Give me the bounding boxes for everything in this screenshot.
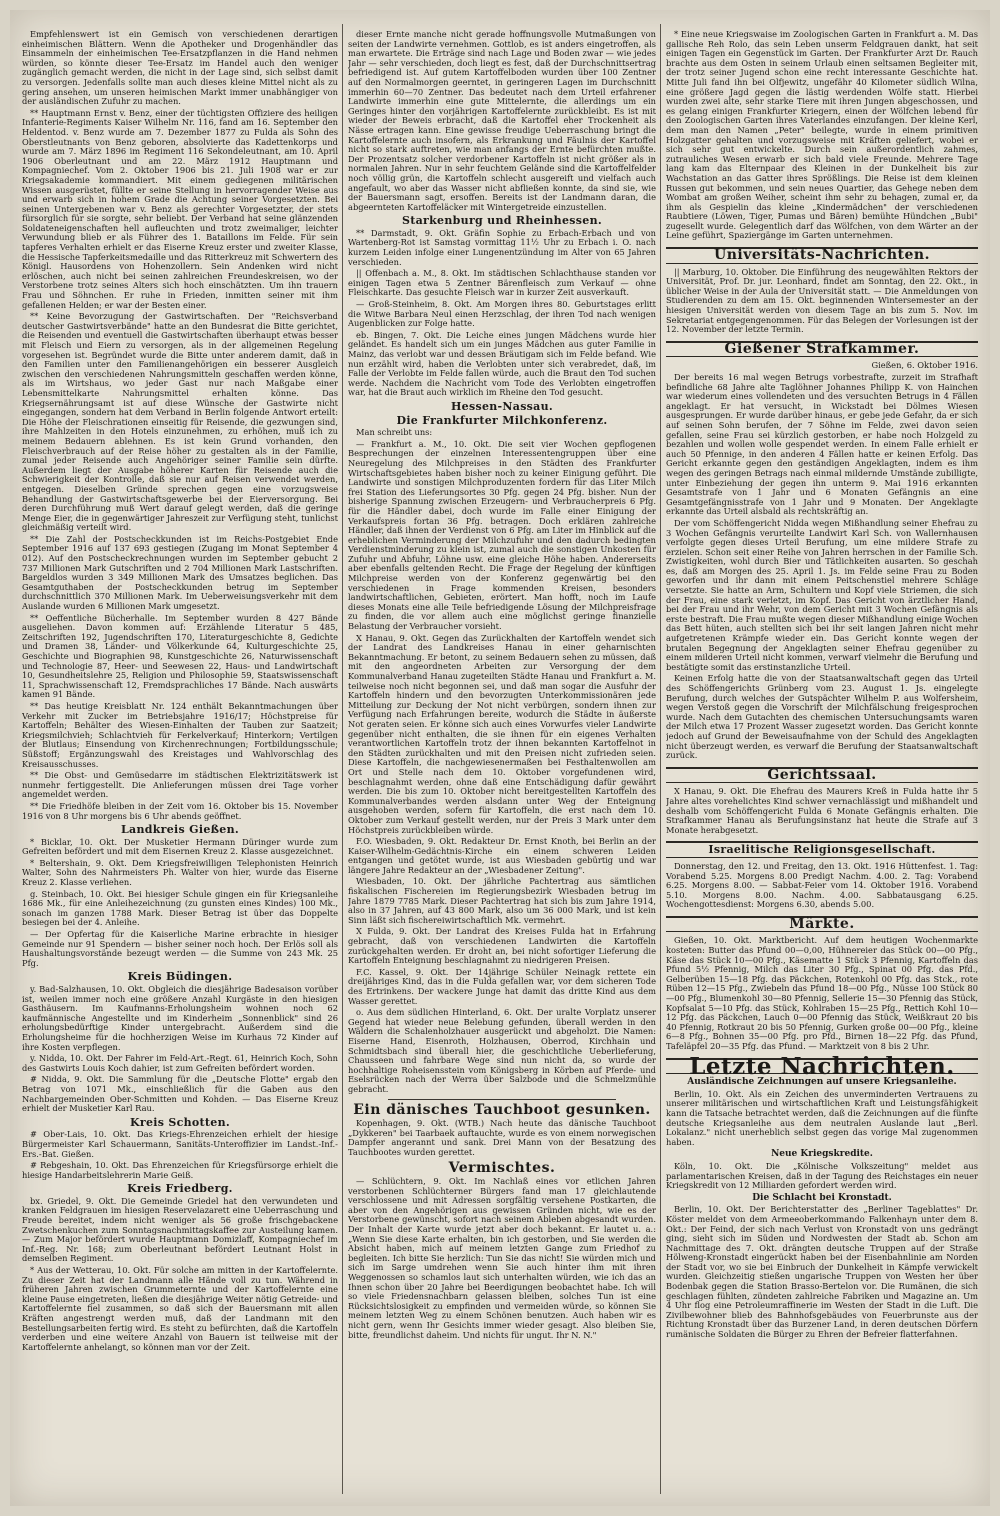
article-text: || Marburg, 10. Oktober. Die Einführung des neugewählten Rektors der Universität, Prof. Dr. jur. Leonhard, findet am Sonntag, den 22. Okt., in üblicher Weise in der Aula der Universität statt. — Die Anmeldungen von Studierenden zu dem am 15. Okt. beginnenden Wintersemester an der hiesigen Universität werden von diesem Tage an bis zum 5. Nov. im Sekretariat entgegengenommen. Für das Belegen der Vorlesungen ist der 12. November der letzte Termin. — [666, 266, 978, 335]
article-text: X Hanau, 9. Okt. Gegen das Zurückhalten der Kartoffeln wendet sich der Landrat des Landkreises Hanau in einer geharnischten Bekanntmachung. Er betont, zu seinem Bedauern sehen zu müssen, daß mit den angeordneten Arbeiten zur Versorgung der dem Kommunalverband Hanau zugeteilten Städte Hanau und Frankfurt a. M. teilweise noch nicht begonnen sei, und daß man sogar die Ausfuhr der Kartoffeln hindern und den bevorzugten Unterkommissionären jede Mitteilung zur Deckung der Not nicht verbürgen, sondern ihnen zur Verfügung nach Erfahrungen bereite, wodurch die Städte in äußerste Not geraten seien. Er könne sich auch eines Vorwurfes vieler Landwirte gegenüber nicht enthalten, die sie ihnen für ein eigenes Verhalten verantwortlichen Kartoffeln trotz der ihnen bekannten Kartoffelnot in den Städten zurückhalten und mit den Preisen nicht zufrieden seien. Diese Kartoffeln, die nachgewiesenermaßen bei Festhaltenwollen am Ort und Stelle nach dem 10. Oktober vorgefundenen wird, beschlagnahmt werden, ohne daß eine Entschädigung dafür gewährt werden. Die bis zum 10. Oktober nicht bereitgestellten Kartoffeln des Kommunalverbandes werden alsdann unter Weg der Enteignung ausgehoben werden, sofern für Kartoffeln, die erst nach dem 10. Oktober zum Verkauf gestellt werden, nur der Preis 3 Mark unter dem Höchstpreis zurückbleiben würde. — [348, 632, 656, 835]
divider — [388, 1099, 616, 1100]
article-text: F.O. Wiesbaden, 9. Okt. Redakteur Dr. Ernst Knoth, bei Berlin an der Kaiser-Wilhelm-Gedächtnis-Kirche ein einem schweren Leiden entgangen und getötet wurde, ist aus Wiesbaden gebürtig und war längere Jahre Redakteur an der „Wiesbadener Zeitung". — [348, 836, 656, 875]
section-heading: Märkte. — [666, 916, 978, 933]
article-text: Donnerstag, den 12. und Freitag, den 13. Okt. 1916 Hüttenfest. 1. Tag: Vorabend 5.25. Morgens 8.00 Predigt Nachm. 4.00. 2. Tag: Vorabend 6.25. Morgens 8.00. — Sabbat-Feier vom 14. Oktober 1916. Vorabend 5.10. Morgens 8.00. Nachm. 4.00. Sabbatausgang 6.25. Wochengottesdienst: Morgens 6.30, abends 5.00. — [666, 860, 978, 910]
article-text: — Schlüchtern, 9. Okt. Im Nachlaß eines vor etlichen Jahren verstorbenen Schlüchterner Bürgers fand man 17 gleichlautende verschlossene und mit Adressen sorgfältig versehene Postkarten, die aber von den Angehörigen aus gewissen Gründen nicht, wie es der Verstorbene gewünscht, sofort nach seinem Ableben abgesandt wurden. Der Inhalt der Karte wurde jetzt aber doch bekannt. Er lautet u. a.: „Wenn Sie diese Karte erhalten, bin ich gestorben, und Sie werden die Absicht haben, mich auf meinem letzten Gange zum Friedhof zu begleiten. Ich bitte Sie herzlich: Tun Sie das nicht! Sie würden mich und sich im Sarge umdrehen wenn Sie auch hinter ihm mit ihren Weggenossen so schamlos laut sich unterhalten würden, wie ich das an Ihnen schon über 20 Jahre bei Beerdigungen beobachtet habe. Ich will so viele Friedensnachbarn gelassen bleiben, solches Tun ist eine Rücksichtslosigkeit zu empfinden und vermeiden würde, so können Sie meinem letzten Weg zu einem Schönen benutzen. Auch haben wir es nicht gern, wenn Ihr Gesichts immer wieder gesagt. Also bleiben Sie, bitte, freundlichst daheim. Und nichts für ungut. Ihr N. N." — [348, 1176, 656, 1340]
article-text: Gießen, 10. Okt. Marktbericht. Auf dem heutigen Wochenmarkte kosteten: Butter das Pfund 00—0,00, Hühnereier das Stück 00—00 Pfg., Käse das Stück 10—00 Pfg., Käsematte 1 Stück 3 Pfennig, Kartoffeln das Pfund 5½ Pfennig, Milch das Liter 30 Pfg., Spinat 00 Pfg. das Pfd., Gelberüben 15—18 Pfg. das Päckchen, Rotenkohl 00 Pfg. das Stck., rote Rüben 12—15 Pfg., Zwiebeln das Pfund 18—00 Pfg., Nüsse 100 Stück 80—00 Pfg., Blumenkohl 30—80 Pfennig, Sellerie 15—30 Pfennig das Stück, Kopfsalat 5—10 Pfg. das Stück, Kohlraben 15—25 Pfg., Rettich Kohl 10—12 Pfg. das Päckchen, Lauch 0—00 Pfennig das Stück, Weißkraut 20 bis 40 Pfennig, Rotkraut 20 bis 50 Pfennig, Gurken große 00—00 Pfg., kleine 6—8 Pfg., Bohnen 35—00 Pfg. pro Pfd., Birnen 18—22 Pfg. das Pfund, Tafeläpfel 20—35 Pfg. das Pfund. — Marktzeit von 8 bis 2 Uhr. — [666, 935, 978, 1051]
column-left — [22, 30, 338, 1490]
article-text: # Ober-Lais, 10. Okt. Das Kriegs-Ehrenzeichen erhielt der hiesige Bürgermeister Karl Schauermann, Sanitäts-Unteroffizier im Landst.-Inf.-Ers.-Bat. Gießen. — [22, 1129, 338, 1159]
section-heading: Vermischtes. — [448, 1159, 556, 1176]
article-text: ** Die Zahl der Postscheckkunden ist im Reichs-Postgebiet Ende September 1916 auf 137 693 gestiegen (Zugang im Monat September 4 012). Auf den Postscheckrechnungen wurden im September gebucht 2 737 Millionen Mark Gutschriften und 2 704 Millionen Mark Lastschriften. Bargeldlos wurden 3 349 Millionen Mark des Umsatzes beglichen. Das Gesamtguthaben der Postscheckkunden betrug im September durchschnittlich 370 Millionen Mark. Im Ueberweisungsverkehr mit dem Auslande wurden 6 Millionen Mark umgesetzt. — [22, 533, 338, 612]
article-text: F.C. Kassel, 9. Okt. Der 14jährige Schüler Neinagk rettete ein dreijähriges Kind, das in die Fulda gefallen war, vor dem sicheren Tode des Ertrinkens. Der wackere Junge hat damit das dritte Kind aus dem Wasser gerettet. — [348, 966, 656, 1006]
article-text: X Fulda, 9. Okt. Der Landrat des Kreises Fulda hat in Erfahrung gebracht, daß von verschiedenen Landwirten die Kartoffeln zurückgehalten werden. Er droht an, bei nicht sofortiger Lieferung die Kartoffeln Enteignung beschlagnahmt zu niedrigeren Preisen. — [348, 926, 656, 966]
column-middle — [348, 30, 656, 1490]
article-text: — Frankfurt a. M., 10. Okt. Die seit vier Wochen gepflogenen Besprechungen der einzelnen Interessentengruppen über eine Neuregelung des Milchpreises in den Städten des Frankfurter Wirtschaftsgebietes haben bisher noch zu keiner Einigung geführt. Die Landwirte und sonstigen Milchproduzenten fordern für das Liter Milch frei Station des Lieferungsortes 30 Pfg. gegen 24 Pfg. bisher. Nun der bisherige Spannung zwischen Erzeugern- und Verbraucherpreis 6 Pfg. für die Händler dabei, doch wurde im Falle einer Einigung der Verkaufspreis fortan 36 Pfg. betragen. Doch erklären zahlreiche Händler, daß ihnen der Verdienst von 6 Pfg. am Liter im Hinblick auf die erheblichen Verminderung der Milchzufuhr und den dadurch bedingten Verdienstminderung zu klein ist, zumal auch die sonstigen Unkosten für Zufuhr und Abfuhr, Löhne usw. eine gleiche Höhe haben. Andererseits aber ebenfalls geltenden Recht. Die Frage der Regelung der künftigen Milchpreise werden von der Konferenz gegenwärtig bei den verschiedenen in Frage kommenden Kreisen, besonders landwirtschaftlichen, Gebieten, erörtert. Man hofft, noch im Laufe dieses Monats eine alle Teile befriedigende Lösung der Milchpreisfrage zu finden, die vor allem auch eine möglichst geringe finanzielle Belastung der Verbraucher vorsieht. — [348, 438, 656, 632]
section-heading: Kreis Schotten. — [129, 1115, 231, 1129]
article-text: ** Die Obst- und Gemüsedarre im städtischen Elektrizitätswerk ist nunmehr fertiggestellt. Die Anlieferungen müssen drei Tage vorher angemeldet werden. — [22, 770, 338, 800]
article-text: Kopenhagen, 9. Okt. (WTB.) Nach heute das dänische Tauchboot „Dykkeren" bei Taarbaek auftauchte, wurde es von einem norwegischen Dampfer angerannt und sank. Drei Mann von der Besatzung des Tauchbootes wurden gerettet. — [348, 1118, 656, 1157]
section-heading: Universitäts-Nachrichten. — [666, 247, 978, 264]
article-text: || Offenbach a. M., 8. Okt. Im städtischen Schlachthause standen vor einigen Tagen etwa 5 Zentner Bärenfleisch zum Verkauf — ohne Fleischkarte. Das gesuchte Fleisch war in kurzer Zeit ausverkauft. — [348, 268, 656, 298]
article-text: bx. Griedel, 9. Okt. Die Gemeinde Griedel hat den verwundeten und kranken Feldgrauen im hiesigen Reservelazarett eine Ueberraschung und Freude bereitet, indem nicht weniger als 56 große frischgebackene Zwetschenkuchen zum Sonntagsnachmittagskaffee zur Austeilung kamen. — Zum Major befördert wurde Hauptmann Domizlaff, Kompagniechef im Inf.-Reg. Nr. 168; zum Oberleutnant befördert Leutnant Holst in demselben Regiment. — [22, 1195, 338, 1264]
section-heading: Kreis Büdingen. — [127, 970, 233, 984]
article-headline: Neue Kriegskredite. — [771, 1149, 873, 1160]
section-heading: Landkreis Gießen. — [120, 823, 240, 837]
article-text: ** Oeffentliche Bücherhalle. Im September wurden 8 427 Bände ausgeliehen. Davon kommen auf: Erzählende Literatur 5 485, Zeitschriften 192, Jugendschriften 170, Literaturgeschichte 8, Gedichte und Dramen 38, Länder- und Völkerkunde 64, Kulturgeschichte 25, Geschichte und Biographien 98, Kunstgeschichte 26, Naturwissenschaft und Technologie 87, Heer- und Seewesen 22, Haus- und Landwirtschaft 10, Gesundheitslehre 25, Religion und Philosophie 59, Staatswissenschaft 11, Sprachwissenschaft 12, Fremdsprachliches 17 Bände. Nach auswärts kamen 91 Bände. — [22, 612, 338, 700]
article-text: Keinen Erfolg hatte die von der Staatsanwaltschaft gegen das Urteil des Schöffengerichts Grünberg vom 23. August 1. Js. eingelegte Berufung, durch welches der Gutspächter Wilhelm P. aus Wolfersheim, wegen Verstoß gegen die Vorschrift der Milchfälschung freigesprochen wurde. Nach dem Gutachten des chemischen Untersuchungsamts waren der Milch etwa 17 Prozent Wasser zugesetzt worden. Das Gericht konnte jedoch auf Grund der Beweisaufnahme von der Schuld des Angeklagten nicht überzeugt werden, es verwarf die Berufung der Staatsanwaltschaft zurück. — [666, 673, 978, 761]
article-text: X Hanau, 9. Okt. Die Ehefrau des Maurers Kreß in Fulda hatte ihr 5 Jahre altes vorehelichtes Kind schwer vernachlässigt und mißhandelt und deshalb vom Schöffengericht Fulda 6 Monate Gefängnis erhalten. Die Strafkammer Hanau als Berufungsinstanz hat heute die Strafe auf 3 Monate herabgesetzt. — [666, 786, 978, 835]
article-text: — Der Opfertag für die Kaiserliche Marine erbrachte in hiesiger Gemeinde nur 91 Spendern — bisher seiner noch hoch. Der Erlös soll als Haushaltungsvorstände bezeugt werden — die Summe von 243 Mk. 25 Pfg. — [22, 929, 338, 968]
article-text: ** Die Friedhöfe bleiben in der Zeit vom 16. Oktober bis 15. November 1916 von 8 Uhr morgens bis 6 Uhr abends geöffnet. — [22, 800, 338, 821]
section-heading: Israelitische Religionsgesellschaft. — [666, 841, 978, 858]
article-text: ** Darmstadt, 9. Okt. Gräfin Sophie zu Erbach-Erbach und von Wartenberg-Rot ist Samstag vormittag 11½ Uhr zu Erbach i. O. nach kurzem Leiden infolge einer Lungenentzündung im Alter von 65 Jahren verschieden. — [348, 227, 656, 267]
dateline: Gießen, 6. Oktober 1916. — [871, 360, 978, 371]
article-text: y. Bad-Salzhausen, 10. Okt. Obgleich die diesjährige Badesaison vorüber ist, weilen immer noch eine größere Anzahl Kurgäste in den hiesigen Gasthäusern. Im Kaufmanns-Erholungsheim wohnen noch 62 kaufmännische Angestellte und im Kinderheim „Sonnenblick" sind 26 erholungsbedürftige Kinder untergebracht. Außerdem sind die Erholungsheime für die hochherzigen Weise im Kurhaus 72 Kinder auf ihre Kosten verpflegen. — [22, 984, 338, 1052]
article-text: Man schreibt uns: — [356, 427, 433, 438]
article-text: # Nidda, 9. Okt. Die Sammlung für die „Deutsche Flotte" ergab den Betrag von 1071 Mk., einschließlich für die Gaben aus den Nachbargemeinden Ober-Schmitten und Kohden. — Das Eiserne Kreuz erhielt der Musketier Karl Rau. — [22, 1074, 338, 1114]
article-headline: Die Frankfurter Milchkonferenz. — [396, 413, 608, 427]
article-text: eb. Bingen, 7. Okt. Die Leiche eines jungen Mädchens wurde hier geländet. Es handelt sich um ein junges Mädchen aus guter Familie in Mainz, das verlobt war und dessen Bräutigam sich im Felde befand. Wie nun erzählt wird, haben die Verlobten unter sich verabredet, daß, im Falle der Verlobte im Felde fallen würde, auch die Braut den Tod suchen werde. Nachdem die Nachricht vom Tode des Verlobten eingetroffen war, hat die Braut auch wirklich im Rheine den Tod gesucht. — [348, 329, 656, 398]
article-text: * Aus der Wetterau, 10. Okt. Für solche am mitten in der Kartoffelernte. Zu dieser Zeit hat der Landmann alle Hände voll zu tun. Während in früheren Jahren zwischen Grummeternte und der Kartoffelernte eine kleine Pause eingetreten, ließen die diesjährige Weiter nötig Getreide- und Kartoffelernte fiel zusammen, so daß sich der Bauersmann mit allen Kräften angestrengt werden muß, daß der Landmann mit den Bestellungsarbeiten fertig wird. Es steht zu befürchten, daß die Kartoffeln verderben und eine weitere Anzahl von Bauern ist teilweise mit der Kartoffelernte anhelangt, so können man vor der Zeit. — [22, 1265, 338, 1352]
article-text: * Bicklar, 10. Okt. Der Musketier Hermann Düringer wurde zum Gefreiten befördert und mit dem Eisernen Kreuz 2. Klasse ausgezeichnet. — [22, 836, 338, 857]
article-text: ** Hauptmann Ernst v. Benz, einer der tüchtigsten Offiziere des heiligen Infanterie-Regiments Kaiser Wilhelm Nr. 116, fand am 16. September den Heldentod. v. Benz wurde am 7. Dezember 1877 zu Fulda als Sohn des Oberstleutnants von Benz geboren, absolvierte das Kadettenkorps und wurde am 7. März 1896 im Regiment 116 Sekondeleutnant, am 10. April 1906 Oberleutnant und am 22. März 1912 Hauptmann und Kompagniechef. Vom 2. Oktober 1906 bis 21. Juli 1908 war er zur Kriegsakademie kommandiert. Mit einem gediegenen militärischen Wissen ausgerüstet, füllte er seine Stellung in hervorragender Weise aus und erwarb sich in hohem Grade die Achtung seiner Vorgesetzten. Bei seinen Untergebenen war v. Benz als gerechter Vorgesetzter, der stets fürsorglich für sie sorgte, sehr beliebt. Der Verband hat seine glänzenden Soldateneigenschaften hell aufleuchten und trotz zweimaliger, leichter Verwundung blieb er als Führer des 1. Bataillons im Felde. Für sein tapferes Verhalten erhielt er das Eiserne Kreuz erster und zweiter Klasse, die Hessische Tapferkeitsmedaille und das Ritterkreuz mit Schwertern des Königl. Hausordens von Hohenzollern. Sein Andenken wird nicht erlöschen, auch nicht bei seinen zahlreichen Freundeskreisen, wo der Verstorbene trotz seines Alters sich hoch einschätzten. Um ihn trauern Frau und Söhnchen. Er ruhe in Frieden, inmitten seiner mit ihm gefallenen Helden; er war der Besten einer. — [22, 107, 338, 310]
article-text: dieser Ernte manche nicht gerade hoffnungsvolle Mutmaßungen von seiten der Landwirte vernehmen. Gottlob, es ist anders eingetroffen, als man erwartete. Die Erträge sind nach Lage und Boden zwar — wie jedes Jahr — sehr verschieden, doch liegt es fest, daß der Durchschnittsertrag befriedigend ist. Auf gutem Kartoffelboden wurden über 100 Zentner auf den Normalmorgen geerntet, in geringeren Lagen im Durchschnitt immerhin 60—70 Zentner. Das bedeutet nach dem Urteil erfahrener Landwirte immerhin eine gute Mittelernte, die allerdings um ein Geringes hinter den vorjährigen Kartoffelernte zurückbleibt. Es ist mit wieder der Beweis erbracht, daß die Kartoffel eher Trockenheit als Nässe ertragen kann. Eine gewisse freudige Ueberraschung bringt die Kartoffelernte auch insofern, als Erkrankung und Fäulnis der Kartoffel nicht so stark auftreten, wie man anfangs der Ernte befürchten mußte. Der Prozentsatz solcher verdorbener Kartoffeln ist nicht größer als in normalen Jahren. Nur in sehr feuchtem Gelände sind die Kartoffelfelder noch völlig grün, die Kartoffeln schlecht ausgereift und vielfach auch angefault, wo aber das Wasser nicht abfließen konnte, da sind sie, wie der Bauersmann sagt, ersoffen. Bereits ist der Landmann daran, die abgeernteten Kartoffeläcker mit Wintergetreide einzustellen. — [348, 30, 656, 212]
section-heading: Kreis Friedberg. — [127, 1182, 233, 1196]
article-text: ** Keine Bevorzugung der Gastwirtschaften. Der "Reichsverband deutscher Gastwirtsverbände" hatte an den Bundesrat die Bitte gerichtet, die Reisenden und eventuell die Gastwirtschaften überhaupt etwas besser mit Fleisch und Eiern zu versorgen, als in der allgemeinen Regelung vorgesehen ist. Begründet wurde die Bitte unter anderem damit, daß in den Familien unter den Familienangehörigen ein besserer Ausgleich zwischen den verschiedenen Nahrungsmitteln geschaffen werden könne, als im Wirtshaus, wo jeder Gast nur nach Maßgabe einer Lebensmittelkarte Nahrungsmittel erhalten könne. Das Kriegsernährungsamt ist auf diese Wünsche der Gastwirte nicht eingegangen, sondern hat dem Verband in Berlin folgende Antwort erteilt: Die Höhe der Fleischrationen einseitig für Reisende, die gezwungen sind, ihre Mahlzeiten in den Hotels einzunehmen, zu erhöhen, muß ich zu meinem Bedauern ablehnen. Es ist kein Grund vorhanden, den Fleischverbrauch auf der Reise höher zu gestalten als in der Familie, zumal jeder Reisende auch Angehöriger seiner Familie sein dürfte. Außerdem liegt der Ausgabe höherer Karten für Reisende auch die Schwierigkeit der Kontrolle, daß sie nur auf Reisen verwendet werden, entgegen. Dieselben Gründe sprechen gegen eine vorzugsweise Behandlung der Gastwirtschaftsgewerbe bei der Eierversorgung. Bei deren Durchführung muß Wert darauf gelegt werden, daß die geringe Menge Eier, die in gegenwärtiger Jahreszeit zur Verfügung steht, tunlichst gleichmäßig verteilt wird. — [22, 311, 338, 533]
article-text: g. Steinbach, 10. Okt. Bei hiesiger Schule gingen ein für Kriegsanleihe 1686 Mk., für eine Anleihezeichnung (zu gunsten eines Kindes) 100 Mk., sonach im ganzen 1788 Mark. Dieser Betrag ist über das Doppelte besiegen bei der 4. Anleihe. — [22, 888, 338, 928]
article-text: Berlin, 10. Okt. Als ein Zeichen des unverminderten Vertrauens zu unserer militärischen und wirtschaftlichen Kraft und Leistungsfähigkeit kann die Tatsache betrachtet werden, daß die Zeichnungen auf die fünfte deutsche Kriegsanleihe aus dem neutralen Auslande laut „Berl. Lokalanz." nicht unerheblich selbst gegen das vorige Mal zugenommen haben. — [666, 1088, 978, 1147]
section-heading: Gießener Strafkammer. — [666, 341, 978, 358]
section-heading: Gerichtssaal. — [666, 767, 978, 784]
article-text: Berlin, 10. Okt. Der Berichterstatter des „Berliner Tageblattes" Dr. Köster meldet von dem Armeeoberkommando Falkenhayn unter dem 8. Okt.: Der Feind, der sich nach Verlust von Kronstadt von uns gedrängt ging, sieht sich im Süden und Nordwesten der Stadt ab. Schon am Nachmittage des 7. Okt. drängten deutsche Truppen auf der Straße Hölweng-Kronstadt eingerückt haben bei der Eisenbahnlinie am Norden der Stadt vor, wo sie bei Einbruch der Dunkelheit in Kämpfe verwickelt wurden. Gleichzeitig stießen ungarische Truppen von Westen her über Bodenbak gegen die Station Brasso-Bertelon vor. Die Rumänen, die sich geschlagen fühlten, zündeten zahlreiche Fabriken und Magazine an. Um 4 Uhr flog eine Petroleumraffinerie im Westen der Stadt in die Luft. Die Zivilbewohner blieb des Bahnhofsgebäudes von Feuerbrunste aus der Richtung Kronstadt über das Burzener Land, in deren deutschen Dörfern rumänische Soldaten die Bürger zu Ehren der Befreier flatterfahnen. — [666, 1204, 978, 1340]
column-rule — [660, 24, 661, 1494]
article-text: Der vom Schöffengericht Nidda wegen Mißhandlung seiner Ehefrau zu 3 Wochen Gefängnis verurteilte Landwirt Karl Sch. von Wallernhausen verfolgte gegen dieses Urteil Berufung, um eine mildere Strafe zu erzielen. Schon seit einer Reihe von Jahren herrschen in der Familie Sch. Zwistigkeiten, wohl durch Bier und Tätlichkeiten ausarten. So geschah es, daß am Morgen des 25. April 1. Js. im Felde seine Frau zu Boden geworfen und ihr dann mit einem Peitschenstiel mehrere Schläge versetzte. Sie hatte an Arm, Schultern und Kopf viele Striemen, die sich der Frau, eine stark verletzt, im Kopf. Das Gericht von ärztlicher Hand, bei der Frau und ihr Wehr, von dem Gericht mit 3 Wochen Gefängnis als erste bestraft. Die Frau mußte wegen dieser Mißhandlung einige Wochen das Bett hüten, auch stellten sich bei ihr seit langen Jahren nicht mehr aufgetretenen Krämpfe wieder ein. Das Gericht konnte wegen der brutalen Begegnung der Angeklagten seiner Ehefrau gegenüber zu einem milderen Urteil nicht kommen, verwarf vielmehr die Berufung und bestätigte somit das erstinstanzliche Urteil. — [666, 517, 978, 672]
section-heading: Hessen-Nassau. — [450, 399, 554, 413]
article-text: Empfehlenswert ist ein Gemisch von verschiedenen derartigen einheimischen Blättern. Wenn die Apotheker und Drogenhändler das Einsammeln der einheimischen Tee-Ersatzpflanzen in die Hand nehmen würden, so könnte dieser Tee-Ersatz im Handel auch den weniger zugänglich gemacht werden, die nicht in der Lage sind, sich selbst damit zu versorgen. Jedenfalls sollte man auch dieses kleine Mittel nicht als zu gering ansehen, um unseren heimischen Markt immer unabhängiger von der ausländischen Zufuhr zu machen. — [22, 30, 338, 107]
article-text: # Rebgeshain, 10. Okt. Das Ehrenzeichen für Kriegsfürsorge erhielt die hiesige Handarbeitslehrerin Marie Geiß. — [22, 1160, 338, 1180]
article-headline: Ein dänisches Tauchboot gesunken. — [353, 1101, 651, 1118]
section-heading: Letzte Nachrichten. — [666, 1058, 978, 1075]
article-text: * Beltershain, 9. Okt. Dem Kriegsfreiwilligen Telephonisten Heinrich Walter, Sohn des Nahrmeisters Ph. Walter von hier, wurde das Eiserne Kreuz 2. Klasse verliehen. — [22, 857, 338, 888]
article-text: ** Das heutige Kreisblatt Nr. 124 enthält Bekanntmachungen über Verkehr mit Zucker im Betriebsjahre 1916/17; Höchstpreise für Kartoffeln; Behälter des Wiesen-Einhalten der Tauben zur Saatzeit; Kriegsmilchvieh; Schlachtvieh für Ferkelverkauf; Hinterkorn; Vertilgen der Blutlaus; Einsendung von Kirchenrechnungen; Fortbildungsschule; Süßstoff; Ergänzungswahl des Kreistages und Wahlvorschlag des Kreisausschusses. — [22, 700, 338, 769]
article-headline: Die Schlacht bei Kronstadt. — [752, 1192, 892, 1203]
article-text: — Groß-Steinheim, 8. Okt. Am Morgen ihres 80. Geburtstages erlitt die Witwe Barbara Neul einen Herzschlag, der ihren Tod nach wenigen Augenblicken zur Folge hatte. — [348, 299, 656, 329]
article-text: Der bereits 16 mal wegen Betrugs vorbestrafte, zurzeit im Strafhaft befindliche 68 Jahre alte Taglöhner Johannes Philipp K. von Hainchen war wiederum eines vollendeten und des versuchten Betrugs in 4 Fällen angeklagt. Er hat versucht, in Wickstadt bei Dölmes Wiesen ausgesprungen. Er wurde darüber hinaus, er gebe jede Gefahr, da er sich auf seinen Sohn berufen, der 7 Söhne im Felde, zwei davon seien gefallen, seine Frau sei kürzlich gestorben, er habe noch Holzgeld zu bezahlen und wollen wolle gespendet werden. In einem Falle erhielt er auch 50 Pfennige, in den anderen 4 Fällen hatte er keinen Erfolg. Das Gericht erkannte gegen den geständigen Angeklagten, indem es ihm wegen des geringen Betrags nach einmal mildernde Umstände zubilligte, unter Einbeziehung der gegen ihn unterm 9. Mai 1916 erkannten Gesamtstrafe von 1 Jahr und 6 Monaten Gefängnis an eine Gesamtgefängnisstrafe von 1 Jahr und 9 Monaten. Der Angeklagte erkannte das Urteil alsbald als rechtskräftig an. — [666, 372, 978, 517]
article-text: y. Nidda, 10. Okt. Der Fahrer im Feld-Art.-Regt. 61, Heinrich Koch, Sohn des Gastwirts Louis Koch dahier, ist zum Gefreiten befördert worden. — [22, 1053, 338, 1073]
section-heading: Starkenburg und Rheinhessen. — [401, 214, 602, 228]
article-text: Köln, 10. Okt. Die „Kölnische Volkszeitung" meldet aus parlamentarischen Kreisen, daß in der Tagung des Reichstages ein neuer Kriegskredit von 12 Milliarden gefordert werden wird. — [666, 1160, 978, 1191]
newspaper-page — [10, 10, 990, 1506]
article-headline: Ausländische Zeichnungen auf unsere Kriegsanleihe. — [687, 1077, 957, 1088]
article-text: Wiesbaden, 10. Okt. Der jährliche Pachtertrag aus sämtlichen fiskalischen Fischereien im Regierungsbezirk Wiesbaden betrug im Jahre 1879 7785 Mark. Dieser Pachtertrag hat sich bis zum Jahre 1914, also in 37 Jahren, auf 43 800 Mark, also um 36 000 Mark, und ist kein Sinn läßt sich fischereiwirtschaftlich Mk. vermehrt. — [348, 876, 656, 925]
article-text: o. Aus dem südlichen Hinterland, 6. Okt. Der uralte Vorplatz unserer Gegend hat wieder neue Belebung gefunden, überall werden in den Wäldern die Schalenholzhauer ausgerückt und abgeholzt. Die Namen: Eiserne Hand, Eisenroth, Holzhausen, Oberrod, Kirchhain und Schmidtsbach sind überall hier, die geschichtliche Ueberlieferung, Chausseen und fahrbare Wege sind nun nicht da, so wurde der hochhaltige Roheisensstein vom Königsberg in Körben auf Pferde- und Eselsrücken nach der Werra über Salzbode und die Schmelzmühle gebracht. — [348, 1007, 656, 1094]
column-right — [666, 30, 978, 1490]
article-text: * Eine neue Kriegswaise im Zoologischen Garten in Frankfurt a. M. Das gallische Reh Rolo, das sein Leben unserm Feldgrauen dankt, hat seit einigen Tagen ein Gegenstück im Garten. Der Frankfurter Arzt Dr. Rauch brachte aus dem Osten in seinem Urlaub einen seltsamen Begleiter mit, der trotz seiner Jugend schon eine recht interessante Geschichte hat. Mitte Juli fand ihn bei Olfjewitz, ungefähr 40 Kilometer südlich Wilna, eine größere Jagd gegen die lästig werdenden Wölfe statt. Hierbei wurden zwei alte, sehr starke Tiere mit ihren Jungen abgeschossen, und es gelang einigen Frankfurter Kriegern, einen der Wölfchen lebend für den Zoologischen Garten ihres Vaterlandes einzufangen. Der kleine Kerl, dem man den Namen „Peter" beilegte, wurde in einem primitiven Holzgatter gehalten und vorzugsweise mit Kräften geliefert, wobei er sich sehr gut entwickelte. Durch sein außerordentlich zahmes, zutrauliches Wesen erwarb er sich bald viele Freunde. Mehrere Tage lang kam das Elternpaar des Kleinen in der Dunkelheit bis zur Wachstation an das Gatter ihres Sprößlings. Die Reise ist dem kleinen Russen gut bekommen, und sein neues Quartier, das Gehege neben dem Wombat am großen Weiher, scheint ihm sehr zu behagen, zumal er, da ihm als Gespielin das kleine „Kindermädchen" der verschiedenen Raubtiere (Löwen, Tiger, Pumas und Bären) bemühte Hündchen „Bubi" zugesellt wurde. Gelegentlich darf das Wölfchen, von dem Wärter an der Leine geführt, Spaziergänge im Garten unternehmen. — [666, 30, 978, 241]
column-rule — [342, 24, 343, 1494]
